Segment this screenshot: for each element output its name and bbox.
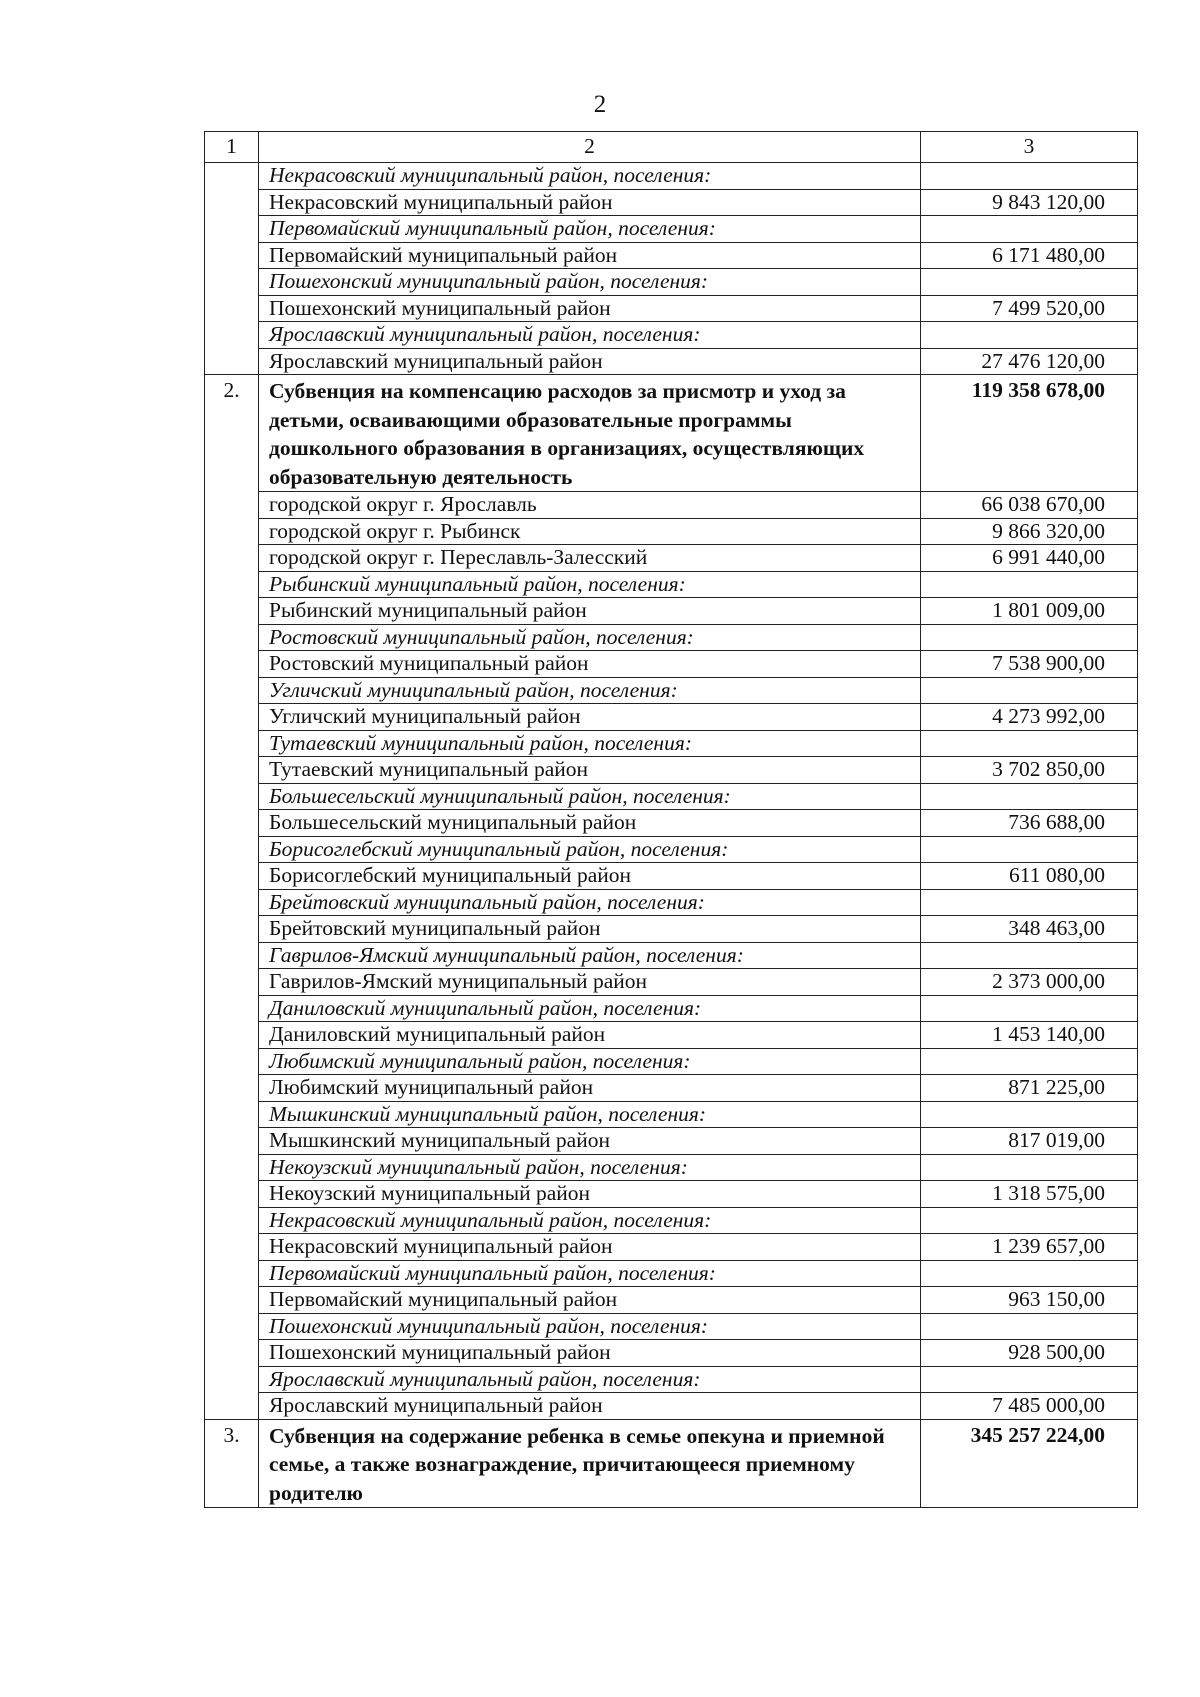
district-name: Угличский муниципальный район <box>259 704 921 731</box>
row-number-cell <box>205 545 259 572</box>
group-heading-label: Брейтовский муниципальный район, поселения: <box>259 889 921 916</box>
group-heading-label: Пошехонский муниципальный район, поселения: <box>259 269 921 296</box>
row-number-cell <box>205 651 259 678</box>
amount-cell: 1 801 009,00 <box>921 598 1138 625</box>
district-name: Пошехонский муниципальный район <box>259 295 921 322</box>
row-number-cell <box>205 1366 259 1393</box>
row-number-cell <box>205 518 259 545</box>
amount-cell <box>921 571 1138 598</box>
district-name: Некоузский муниципальный район <box>259 1181 921 1208</box>
group-heading-row <box>205 1048 1138 1075</box>
group-heading-label: Рыбинский муниципальный район, поселения: <box>259 571 921 598</box>
group-heading-label: Любимский муниципальный район, поселения: <box>259 1048 921 1075</box>
table-header-row <box>205 132 1138 163</box>
table-row <box>205 1393 1138 1420</box>
amount-cell <box>921 1154 1138 1181</box>
row-number-cell <box>205 757 259 784</box>
amount-cell: 66 038 670,00 <box>921 492 1138 519</box>
district-name: Ростовский муниципальный район <box>259 651 921 678</box>
district-name: городской округ г. Ярославль <box>259 492 921 519</box>
group-heading-label: Первомайский муниципальный район, поселения: <box>259 216 921 243</box>
amount-cell <box>921 730 1138 757</box>
group-heading-label: Некрасовский муниципальный район, поселения: <box>259 163 921 190</box>
amount-cell: 4 273 992,00 <box>921 704 1138 731</box>
district-name: Любимский муниципальный район <box>259 1075 921 1102</box>
table-body <box>205 132 1138 1508</box>
row-number-cell <box>205 942 259 969</box>
amount-cell <box>921 1313 1138 1340</box>
table-row <box>205 545 1138 572</box>
amount-cell: 928 500,00 <box>921 1340 1138 1367</box>
amount-cell <box>921 783 1138 810</box>
subvention-table <box>204 131 1138 1508</box>
table-row <box>205 1022 1138 1049</box>
table-row <box>205 1287 1138 1314</box>
amount-cell: 817 019,00 <box>921 1128 1138 1155</box>
row-number-cell <box>205 1207 259 1234</box>
amount-cell: 611 080,00 <box>921 863 1138 890</box>
group-heading-row <box>205 1313 1138 1340</box>
column-header-3: 3 <box>921 132 1138 163</box>
group-heading-row <box>205 624 1138 651</box>
group-heading-label: Тутаевский муниципальный район, поселения: <box>259 730 921 757</box>
amount-cell: 348 463,00 <box>921 916 1138 943</box>
row-number-cell <box>205 783 259 810</box>
district-name: Рыбинский муниципальный район <box>259 598 921 625</box>
amount-cell: 871 225,00 <box>921 1075 1138 1102</box>
row-number-cell <box>205 995 259 1022</box>
section-title: Субвенция на компенсацию расходов за присмотр и уход за детьми, осваивающими образовательные программы дошкольного образования в организациях, осуществляющих образовательную деятельность <box>259 375 921 492</box>
table-row <box>205 810 1138 837</box>
section-number: 2. <box>205 375 259 492</box>
district-name: Брейтовский муниципальный район <box>259 916 921 943</box>
amount-cell <box>921 163 1138 190</box>
amount-cell: 1 239 657,00 <box>921 1234 1138 1261</box>
table-row <box>205 1128 1138 1155</box>
amount-cell: 1 453 140,00 <box>921 1022 1138 1049</box>
group-heading-row <box>205 163 1138 190</box>
group-heading-label: Первомайский муниципальный район, поселения: <box>259 1260 921 1287</box>
row-number-cell <box>205 1101 259 1128</box>
district-name: Борисоглебский муниципальный район <box>259 863 921 890</box>
row-number-cell <box>205 163 259 190</box>
section-total-amount: 119 358 678,00 <box>921 375 1138 492</box>
group-heading-row <box>205 1101 1138 1128</box>
row-number-cell <box>205 704 259 731</box>
group-heading-row <box>205 1154 1138 1181</box>
row-number-cell <box>205 889 259 916</box>
amount-cell <box>921 677 1138 704</box>
row-number-cell <box>205 730 259 757</box>
section-title: Субвенция на содержание ребенка в семье опекуна и приемной семье, а также вознаграждение, причитающееся приемному родителю <box>259 1419 921 1508</box>
group-heading-row <box>205 677 1138 704</box>
row-number-cell <box>205 189 259 216</box>
table-row <box>205 189 1138 216</box>
group-heading-label: Гаврилов-Ямский муниципальный район, поселения: <box>259 942 921 969</box>
row-number-cell <box>205 1048 259 1075</box>
row-number-cell <box>205 624 259 651</box>
table-row <box>205 492 1138 519</box>
amount-cell: 1 318 575,00 <box>921 1181 1138 1208</box>
row-number-cell <box>205 969 259 996</box>
district-name: Гаврилов-Ямский муниципальный район <box>259 969 921 996</box>
group-heading-label: Большесельский муниципальный район, поселения: <box>259 783 921 810</box>
district-name: Ярославский муниципальный район <box>259 1393 921 1420</box>
amount-cell: 7 538 900,00 <box>921 651 1138 678</box>
table-row <box>205 348 1138 375</box>
group-heading-row <box>205 836 1138 863</box>
row-number-cell <box>205 1234 259 1261</box>
amount-cell: 7 499 520,00 <box>921 295 1138 322</box>
amount-cell: 27 476 120,00 <box>921 348 1138 375</box>
amount-cell: 9 866 320,00 <box>921 518 1138 545</box>
group-heading-row <box>205 269 1138 296</box>
district-name: Большесельский муниципальный район <box>259 810 921 837</box>
row-number-cell <box>205 1393 259 1420</box>
row-number-cell <box>205 1260 259 1287</box>
section-header-row <box>205 375 1138 492</box>
group-heading-row <box>205 995 1138 1022</box>
row-number-cell <box>205 1313 259 1340</box>
table-row <box>205 1234 1138 1261</box>
table-row <box>205 704 1138 731</box>
group-heading-label: Ростовский муниципальный район, поселения: <box>259 624 921 651</box>
table-row <box>205 1340 1138 1367</box>
table-row <box>205 295 1138 322</box>
amount-cell <box>921 216 1138 243</box>
amount-cell: 9 843 120,00 <box>921 189 1138 216</box>
table-row <box>205 598 1138 625</box>
table-row <box>205 1075 1138 1102</box>
row-number-cell <box>205 295 259 322</box>
row-number-cell <box>205 1075 259 1102</box>
group-heading-label: Борисоглебский муниципальный район, поселения: <box>259 836 921 863</box>
row-number-cell <box>205 916 259 943</box>
table-row <box>205 651 1138 678</box>
amount-cell <box>921 322 1138 349</box>
district-name: Даниловский муниципальный район <box>259 1022 921 1049</box>
group-heading-label: Пошехонский муниципальный район, поселения: <box>259 1313 921 1340</box>
district-name: Некрасовский муниципальный район <box>259 189 921 216</box>
section-header-row <box>205 1419 1138 1508</box>
district-name: Мышкинский муниципальный район <box>259 1128 921 1155</box>
district-name: Некрасовский муниципальный район <box>259 1234 921 1261</box>
amount-cell: 963 150,00 <box>921 1287 1138 1314</box>
column-header-2: 2 <box>259 132 921 163</box>
district-name: Ярославский муниципальный район <box>259 348 921 375</box>
group-heading-label: Угличский муниципальный район, поселения: <box>259 677 921 704</box>
table-row <box>205 242 1138 269</box>
amount-cell: 6 991 440,00 <box>921 545 1138 572</box>
amount-cell <box>921 1207 1138 1234</box>
amount-cell: 736 688,00 <box>921 810 1138 837</box>
table-row <box>205 916 1138 943</box>
group-heading-row <box>205 889 1138 916</box>
row-number-cell <box>205 1128 259 1155</box>
row-number-cell <box>205 269 259 296</box>
table-row <box>205 863 1138 890</box>
amount-cell: 6 171 480,00 <box>921 242 1138 269</box>
section-total-amount: 345 257 224,00 <box>921 1419 1138 1508</box>
amount-cell: 3 702 850,00 <box>921 757 1138 784</box>
row-number-cell <box>205 216 259 243</box>
district-name: Пошехонский муниципальный район <box>259 1340 921 1367</box>
table-row <box>205 757 1138 784</box>
amount-cell: 2 373 000,00 <box>921 969 1138 996</box>
row-number-cell <box>205 348 259 375</box>
group-heading-label: Мышкинский муниципальный район, поселения: <box>259 1101 921 1128</box>
row-number-cell <box>205 242 259 269</box>
group-heading-row <box>205 1366 1138 1393</box>
amount-cell <box>921 995 1138 1022</box>
amount-cell <box>921 889 1138 916</box>
amount-cell <box>921 836 1138 863</box>
column-header-1: 1 <box>205 132 259 163</box>
row-number-cell <box>205 863 259 890</box>
group-heading-row <box>205 942 1138 969</box>
row-number-cell <box>205 810 259 837</box>
group-heading-row <box>205 783 1138 810</box>
amount-cell <box>921 624 1138 651</box>
district-name: Первомайский муниципальный район <box>259 1287 921 1314</box>
group-heading-row <box>205 1260 1138 1287</box>
group-heading-label: Даниловский муниципальный район, поселения: <box>259 995 921 1022</box>
row-number-cell <box>205 1022 259 1049</box>
row-number-cell <box>205 1287 259 1314</box>
amount-cell <box>921 269 1138 296</box>
page-number: 2 <box>593 91 607 118</box>
row-number-cell <box>205 836 259 863</box>
table-row <box>205 518 1138 545</box>
section-number: 3. <box>205 1419 259 1508</box>
table-row <box>205 969 1138 996</box>
group-heading-label: Ярославский муниципальный район, поселения: <box>259 322 921 349</box>
group-heading-row <box>205 1207 1138 1234</box>
table-row <box>205 1181 1138 1208</box>
group-heading-row <box>205 730 1138 757</box>
group-heading-row <box>205 571 1138 598</box>
amount-cell <box>921 1260 1138 1287</box>
group-heading-label: Некоузский муниципальный район, поселения: <box>259 1154 921 1181</box>
group-heading-row <box>205 322 1138 349</box>
row-number-cell <box>205 1181 259 1208</box>
row-number-cell <box>205 322 259 349</box>
group-heading-label: Ярославский муниципальный район, поселения: <box>259 1366 921 1393</box>
district-name: городской округ г. Переславль-Залесский <box>259 545 921 572</box>
group-heading-row <box>205 216 1138 243</box>
row-number-cell <box>205 1154 259 1181</box>
row-number-cell <box>205 492 259 519</box>
amount-cell <box>921 1101 1138 1128</box>
amount-cell <box>921 1366 1138 1393</box>
district-name: городской округ г. Рыбинск <box>259 518 921 545</box>
district-name: Тутаевский муниципальный район <box>259 757 921 784</box>
amount-cell: 7 485 000,00 <box>921 1393 1138 1420</box>
amount-cell <box>921 1048 1138 1075</box>
amount-cell <box>921 942 1138 969</box>
row-number-cell <box>205 1340 259 1367</box>
group-heading-label: Некрасовский муниципальный район, поселения: <box>259 1207 921 1234</box>
row-number-cell <box>205 571 259 598</box>
row-number-cell <box>205 598 259 625</box>
district-name: Первомайский муниципальный район <box>259 242 921 269</box>
row-number-cell <box>205 677 259 704</box>
